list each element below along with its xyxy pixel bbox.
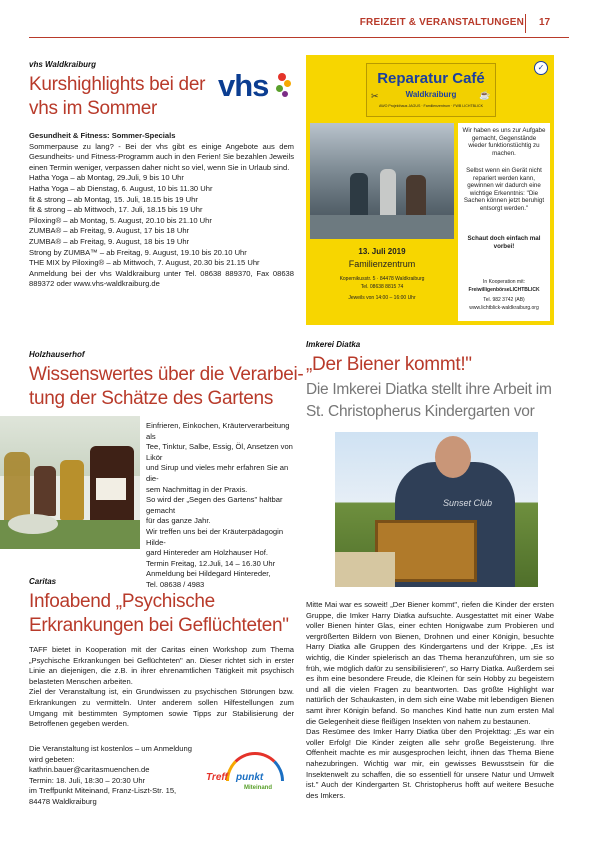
vhs-line: fit & strong – ab Mittwoch, 17. Juli, 18.15 bis 19 Uhr [29,205,203,215]
flyer-text1: Wir haben es uns zur Aufgabe gemacht, Gegenstände wieder funktionstüchtig zu machen. [462,127,546,157]
flyer-text3: Schaut doch einfach mal vorbei! [467,235,541,250]
vhs-line: ZUMBA® – ab Freitag, 9. August, 17 bis 18 Uhr [29,226,190,236]
page-number: 17 [539,17,551,28]
vhs-intro: Sommerpause zu lang? - Bei der vhs gibt es einige Angebote aus dem Gesundheits- und Fitness-Programm auch in den Ferien! Sie bezahlen Jeweils einen Termin weniger, verpassen daher nicht so viel, wenn Sie in Urlaub sind. [29,141,294,172]
caritas-line: im Treffpunkt Miteinand, Franz-Liszt-Str. 15, [29,786,177,796]
logo-word-miteinand: Miteinand [244,785,272,791]
caritas-line: Termin: 18. Juli, 18:30 – 20:30 Uhr [29,775,146,785]
shirt-print: Sunset Club [443,498,493,508]
flyer-photo [310,123,454,239]
imkerei-paragraph1: Mitte Mai war es soweit! „Der Biener kommt", riefen die Kinder der ersten Gruppe, die Imker Harry Diatka aufsuchte. Ausgestattet mit einer Wabe voller Bienen hinter Glas, einer echten Honigwabe zum Probieren und vergrößerten Bildern von Bienen, Drohnen und einer Königin, besuchte Harry Diatka alle Gruppen des Kindergartens und der Krippe. „Es ist wichtig, die Kinder spielerisch an das Thema heranzuführen, um sie so früh, wie möglich dafür zu sensibilisieren", so Harry Diatka. Außerdem sei es ihm eine besondere Freude, die Kleinen für sein Hobby zu begeistern und all die vielen Fragen zu beantworten. Das größte Highlight war natürlich der Schaukasten, in dem sich eine Wabe mit lebendigen Bienen samt ihrer Königin befand. So manches Kind hatte nun zum ersten Mal die Gelegenheit diese fleißigen Insekten von nahem zu bestaunen. [306,600,554,726]
holz-title-line1: Wissenswertes über die Verarbei- [29,364,304,385]
beekeeper-photo [335,432,538,587]
vhs-line: Hatha Yoga – ab Dienstag, 6. August, 10 bis 11.30 Uhr [29,183,213,193]
holz-line: gard Hintereder am Holzhauser Hof. [146,548,268,558]
holz-line: Wir treffen uns bei der Kräuterpädagogin Hilde- [146,526,284,547]
caritas-body [29,645,294,730]
flyer-coop-name: FreiwilligenbörseLICHTBLICK [468,287,540,293]
holz-line: Anmeldung bei Hildegard Hintereder, [146,569,271,579]
holz-line: und Sirup und vieles mehr erfahren Sie an die- [146,463,289,483]
imkerei-title: „Der Biener kommt!" [306,354,472,375]
vhs-line: Piloxing® – ab Montag, 5. August, 20.10 bis 21.10 Uhr [29,215,212,225]
flyer-org-line: AWO Projekthaus JAGUS · Familienzentrum · FWB LICHTBLICK [378,104,484,108]
holz-line: So wird der „Segen des Gartens" haltbar gemacht [146,495,283,515]
imkerei-kicker: Imkerei Diatka [306,340,361,349]
vhs-line: Strong by ZUMBA™ – ab Freitag, 9. August, 19.10 bis 20.10 Uhr [29,247,247,257]
header-rule [29,37,569,38]
imkerei-subtitle-line1: Die Imkerei Diatka stellt ihre Arbeit im [306,381,552,398]
vhs-line: fit & strong – ab Montag, 15. Juli, 18.15 bis 19 Uhr [29,194,198,204]
flyer-address: Kopernikusstr. 5 · 84478 Waldkraiburg [339,276,425,282]
vhs-logo [218,68,298,108]
caritas-paragraph2: Ziel der Veranstaltung ist, ein Grundwissen zu psychischen Störungen bzw. Erkrankungen zu vermitteln. Unter anderem sollen Hilfestellungen zum Umgang mit bestimmten Symptomen sowie Tipps zur Stabilisierung der Betroffenen gegeben werden. [29,687,294,729]
caritas-line: 84478 Waldkraiburg [29,796,97,806]
reparatur-cafe-flyer [306,55,554,325]
vhs-kicker: vhs Waldkraiburg [29,60,96,69]
flyer-coop-web: www.lichtblick-waldkraiburg.org [469,305,539,311]
flyer-time: Jeweils von 14:00 – 16:00 Uhr [348,295,416,301]
vhs-line: THE MIX by Piloxing® – ab Mittwoch, 7. August, 20.30 bis 21.15 Uhr [29,258,260,268]
vhs-subhead: Gesundheit & Fitness: Sommer-Specials [29,131,176,140]
caritas-paragraph1: TAFF bietet in Kooperation mit der Caritas einen Workshop zum Thema „Psychische Erkrankungen bei Geflüchteten" an. Dieser richtet sich in erster Linie an diejenigen, die z.B. in ihrer ehrenamtlichen Tätigkeit mit psychisch belasteten Menschen arbeiten. [29,645,294,686]
vhs-title-line2: vhs im Sommer [29,98,158,119]
flyer-title-box [366,63,496,117]
flyer-venue: Familienzentrum [348,259,416,269]
caritas-title-line1: Infoabend „Psychische [29,591,215,612]
vhs-logo-text: vhs [218,68,269,103]
logo-dot-orange [284,80,291,87]
tools-icon: ✂ [371,91,379,101]
header-separator [525,14,526,33]
imkerei-body [306,600,554,801]
imkerei-subtitle-line2: St. Christopherus Kindergarten vor [306,403,535,420]
cup-icon: ☕ [479,90,491,100]
logo-dot-purple [282,91,288,97]
holz-body [146,421,294,591]
holz-line: Einfrieren, Einkochen, Kräuterverarbeitung als [146,421,290,441]
vhs-line: ZUMBA® – ab Freitag, 9. August, 18 bis 19 Uhr [29,236,190,246]
vhs-body [29,131,294,290]
flyer-tel: Tel. 08638 8815 74 [360,284,404,290]
logo-word-treff: Treff [206,772,228,783]
caritas-email: kathrin.bauer@caritasmuenchen.de [29,765,150,775]
flyer-date: 13. Juli 2019 [358,247,406,256]
holz-line: Tel. 08638 / 4983 [146,579,205,589]
holz-line: für das ganze Jahr. [146,516,211,526]
check-icon: ✓ [534,61,548,75]
holz-line: Termin Freitag, 12.Juli, 14 – 16.30 Uhr [146,558,276,568]
caritas-title-line2: Erkrankungen bei Geflüchteten" [29,615,289,636]
caritas-line: Die Veranstaltung ist kostenlos – um Anmeldung [29,744,192,753]
vhs-title-line1: Kurshighlights bei der [29,74,206,95]
herbal-products-photo [0,416,140,549]
logo-word-punkt: punkt [236,772,264,783]
flyer-subtitle: Waldkraiburg [405,90,457,99]
flyer-text2: Selbst wenn ein Gerät nicht repariert werden kann, gewinnen wir dadurch eine wichtige Erkenntnis: "Die Sachen können jetzt beruhigt entsorgt werden." [463,167,545,212]
holz-title-line2: tung der Schätze des Gartens [29,388,274,409]
flyer-coop-tel: Tel. 982 3742 (AB) [483,297,525,303]
vhs-contact: Anmeldung bei der vhs Waldkraiburg unter Tel. 08638 889370, Fax 08638 889372 oder www.vhs-waldkraiburg.de [29,268,294,289]
flyer-info-panel [458,123,550,321]
vhs-line: Hatha Yoga – ab Montag, 29.Juli, 9 bis 10 Uhr [29,173,184,183]
holz-kicker: Holzhauserhof [29,350,85,359]
imkerei-paragraph2: Das Resümee des Imker Harry Diatka über den Projekttag: „Es war ein voller Erfolg! Die Kinder zeigten alle sehr große Begeisterung. Ihre Offenheit machte es mir ausgesprochen leicht, ihnen das Thema Biene nahezubringen. Wichtig war mir, ein gewisses Bewusstsein für die Insektenwelt zu schaffen, die so essentiell für unsere Natur und Umwelt ist." Auch der Kindergarten St. Christopherus hofft auf weitere Besuche des Imkers. [306,727,554,800]
treffpunkt-logo [204,752,294,802]
flyer-coop-label: In Kooperation mit: [483,279,525,285]
holz-line: Tee, Tinktur, Salbe, Essig, Öl, Ansetzen von Likör [146,442,293,462]
caritas-kicker: Caritas [29,577,57,586]
holz-line: sem Nachmittag in der Praxis. [146,484,248,494]
caritas-details [29,744,207,808]
section-title: FREIZEIT & VERANSTALTUNGEN [359,17,524,28]
caritas-line: wird gebeten: [29,754,75,764]
flyer-title: Reparatur Café [377,70,485,87]
